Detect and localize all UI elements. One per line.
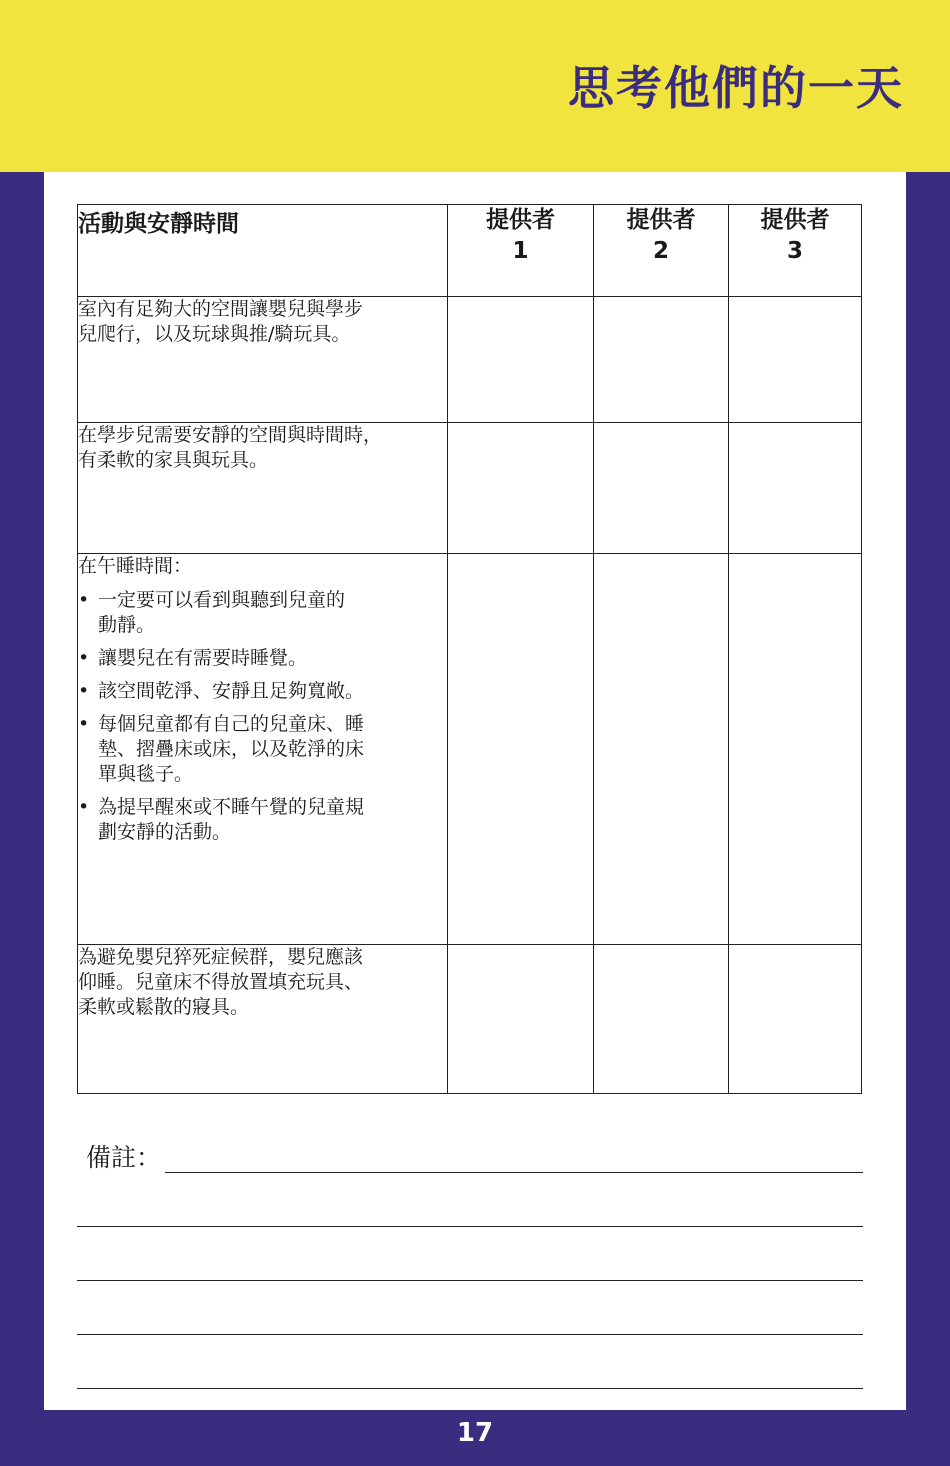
bullet-icon: •	[78, 589, 90, 611]
provider-3-check-cell[interactable]	[729, 554, 862, 945]
table-row	[78, 297, 862, 423]
provider-3-check-cell[interactable]	[729, 945, 862, 1094]
table-row	[78, 423, 862, 554]
column-header-activity: 活動與安靜時間	[78, 205, 448, 297]
column-header-provider-1	[448, 205, 594, 297]
table-header-row	[78, 205, 862, 297]
activity-description	[78, 554, 448, 945]
provider-3-check-cell[interactable]	[729, 297, 862, 423]
provider-1-check-cell[interactable]	[448, 554, 594, 945]
column-header-number: 1	[512, 238, 529, 264]
provider-2-check-cell[interactable]	[594, 554, 729, 945]
page-title: 思考他們的一天	[568, 61, 904, 115]
provider-2-check-cell[interactable]	[594, 423, 729, 554]
notes-write-line[interactable]	[77, 1173, 863, 1227]
notes-write-line[interactable]	[77, 1281, 863, 1335]
content-panel	[44, 172, 906, 1410]
provider-2-check-cell[interactable]	[594, 945, 729, 1094]
column-header-provider-2	[594, 205, 729, 297]
activity-description: 室內有足夠大的空間讓嬰兒與學步 兒爬行，以及玩球與推/騎玩具。	[78, 297, 448, 423]
bullet-icon: •	[78, 680, 90, 702]
list-item: • 該空間乾淨、安靜且足夠寬敞。	[78, 680, 365, 702]
notes-section	[77, 1137, 863, 1389]
bullet-icon: •	[78, 647, 90, 669]
notes-write-line[interactable]	[77, 1335, 863, 1389]
column-header-label: 提供者	[760, 207, 830, 233]
list-item: • 讓嬰兒在有需要時睡覺。	[78, 647, 308, 669]
notes-write-line[interactable]	[165, 1142, 863, 1173]
page-number: 17	[456, 1418, 494, 1448]
bullet-icon: •	[78, 796, 90, 818]
nap-time-list	[78, 588, 447, 845]
column-header-number: 2	[652, 238, 669, 264]
provider-1-check-cell[interactable]	[448, 297, 594, 423]
notes-label: 備註：	[86, 1143, 162, 1172]
page-header	[0, 0, 950, 172]
bullet-icon: •	[78, 713, 90, 735]
table-row	[78, 554, 862, 945]
table-row	[78, 945, 862, 1094]
provider-1-check-cell[interactable]	[448, 423, 594, 554]
nap-time-intro: 在午睡時間：	[78, 555, 193, 577]
column-header-label: 提供者	[626, 207, 696, 233]
column-header-label: 提供者	[486, 207, 555, 233]
activity-description: 在學步兒需要安靜的空間與時間時， 有柔軟的家具與玩具。	[78, 423, 448, 554]
provider-1-check-cell[interactable]	[448, 945, 594, 1094]
provider-checklist-table	[77, 204, 862, 1094]
provider-2-check-cell[interactable]	[594, 297, 729, 423]
column-header-provider-3	[729, 205, 862, 297]
list-item: • 為提早醒來或不睡午覺的兒童規 劃安靜的活動。	[78, 796, 365, 843]
notes-first-line	[77, 1137, 863, 1173]
provider-3-check-cell[interactable]	[729, 423, 862, 554]
list-item: • 每個兒童都有自己的兒童床、睡 墊、摺疊床或床，以及乾淨的床 單與毯子。	[78, 713, 365, 785]
column-header-number: 3	[786, 238, 803, 264]
list-item: • 一定要可以看到與聽到兒童的 動靜。	[78, 589, 346, 636]
notes-write-line[interactable]	[77, 1227, 863, 1281]
activity-description: 為避免嬰兒猝死症候群，嬰兒應該 仰睡。兒童床不得放置填充玩具、 柔軟或鬆散的寢具。	[78, 945, 448, 1094]
